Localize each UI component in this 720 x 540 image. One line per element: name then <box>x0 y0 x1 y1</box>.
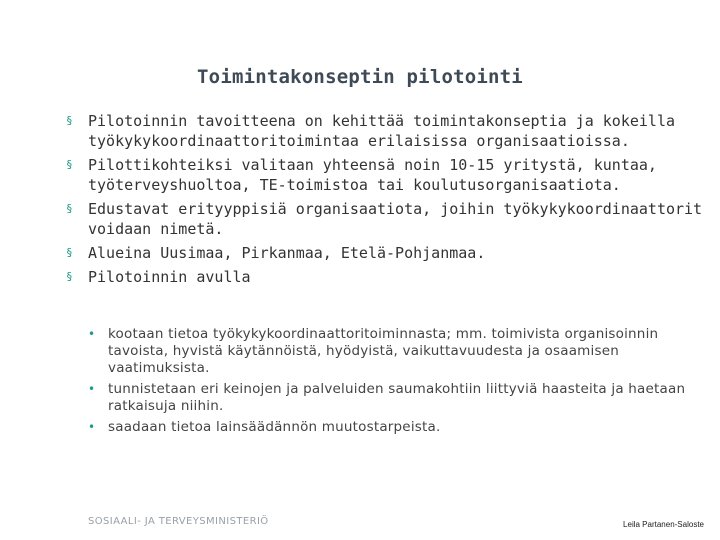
bullet-marker-icon: § <box>66 202 73 215</box>
bullet-marker-icon: § <box>66 270 73 283</box>
sub-bullet-dot-icon: • <box>88 420 96 434</box>
author-credit: Leila Partanen-Saloste <box>623 520 704 529</box>
bullet-item <box>66 155 706 195</box>
bullet-text: Pilotoinnin avulla <box>88 268 251 286</box>
bullet-marker-icon: § <box>66 158 73 171</box>
bullet-text: Alueina Uusimaa, Pirkanmaa, Etelä-Pohjanmaa. <box>88 244 486 262</box>
bullet-item <box>66 111 706 151</box>
sub-bullet-text: kootaan tietoa työkykykoordinaattoritoiminnasta; mm. toimivista organisoinnin tavoista, hyvistä käytännöistä, hyödyistä, vaikuttavuudesta ja osaamisen vaatimuksista. <box>108 326 659 376</box>
bullet-item <box>66 243 706 263</box>
sub-bullet-item <box>88 419 688 436</box>
bullet-list <box>66 111 706 291</box>
bullet-marker-icon: § <box>66 246 73 259</box>
ministry-logo-text: SOSIAALI- JA TERVEYSMINISTERIÖ <box>88 516 269 527</box>
sub-bullet-item <box>88 381 688 415</box>
bullet-item <box>66 267 706 287</box>
bullet-text: Edustavat erityyppisiä organisaatiota, joihin työkykykoordinaattorit voidaan nimetä. <box>88 200 703 238</box>
bullet-text: Pilotoinnin tavoitteena on kehittää toimintakonseptia ja kokeilla työkykykoordinaattoritoimintaa erilaisissa organisaatioissa. <box>88 112 675 150</box>
slide-title: Toimintakonseptin pilotointi <box>197 66 523 88</box>
sub-bullet-text: tunnistetaan eri keinojen ja palveluiden saumakohtiin liittyviä haasteita ja haetaan ratkaisuja niihin. <box>108 381 686 414</box>
sub-bullet-list <box>88 326 688 440</box>
sub-bullet-dot-icon: • <box>88 327 96 341</box>
sub-bullet-text: saadaan tietoa lainsäädännön muutostarpeista. <box>108 419 441 435</box>
bullet-marker-icon: § <box>66 114 73 127</box>
bullet-text: Pilottikohteiksi valitaan yhteensä noin 10-15 yritystä, kuntaa, työterveyshuoltoa, TE-toimistoa tai koulutusorganisaatiota. <box>88 156 657 194</box>
bullet-item <box>66 199 706 239</box>
sub-bullet-dot-icon: • <box>88 382 96 396</box>
sub-bullet-item <box>88 326 688 377</box>
